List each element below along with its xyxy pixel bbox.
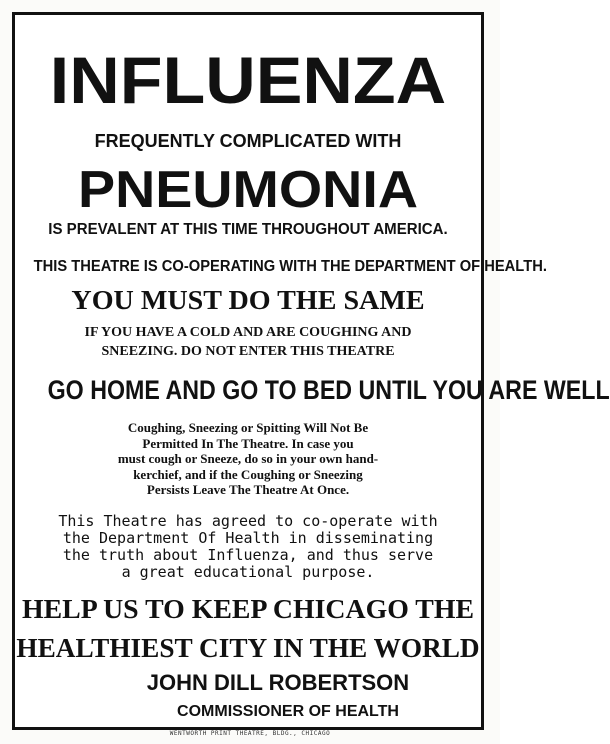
poster bbox=[12, 12, 610, 730]
go-home-line: GO HOME AND GO TO BED UNTIL YOU ARE WELL bbox=[47, 375, 610, 405]
printer-credit: WENTWORTH PRINT THEATRE, BLDG., CHICAGO bbox=[169, 730, 331, 737]
cold-warning-line-2: SNEEZING. DO NOT ENTER THIS THEATRE bbox=[101, 344, 395, 359]
signature-title: COMMISSIONER OF HEALTH bbox=[177, 703, 399, 720]
rules-line: must cough or Sneeze, do so in your own hand- bbox=[117, 451, 379, 466]
agreement-line: the Department Of Health in disseminating bbox=[62, 529, 434, 547]
help-chicago-line-2: HEALTHIEST CITY IN THE WORLD bbox=[16, 633, 480, 663]
help-chicago-line-1: HELP US TO KEEP CHICAGO THE bbox=[21, 594, 475, 624]
theatre-rules-paragraph bbox=[15, 420, 481, 498]
rules-line: Persists Leave The Theatre At Once. bbox=[146, 482, 350, 497]
cold-warning-line-1: IF YOU HAVE A COLD AND ARE COUGHING AND bbox=[84, 325, 412, 340]
agreement-line: This Theatre has agreed to co-operate with bbox=[58, 512, 438, 530]
must-do-same-line: YOU MUST DO THE SAME bbox=[71, 285, 425, 315]
signature-name: JOHN DILL ROBERTSON bbox=[146, 670, 410, 695]
agreement-paragraph bbox=[15, 513, 481, 581]
rules-line: Permitted In The Theatre. In case you bbox=[142, 435, 354, 451]
rules-line: Coughing, Sneezing or Spitting Will Not Be bbox=[127, 420, 369, 435]
agreement-line: a great educational purpose. bbox=[121, 563, 375, 581]
headline-influenza: INFLUENZA bbox=[49, 43, 447, 117]
prevalent-line: IS PREVALENT AT THIS TIME THROUGHOUT AMERICA. bbox=[48, 221, 448, 238]
frequently-complicated-line: FREQUENTLY COMPLICATED WITH bbox=[94, 131, 402, 151]
agreement-line: the truth about Influenza, and thus serve bbox=[62, 546, 434, 564]
cooperating-line: THIS THEATRE IS CO-OPERATING WITH THE DEPARTMENT OF HEALTH. bbox=[33, 258, 547, 275]
rules-line: kerchief, and if the Coughing or Sneezing bbox=[133, 466, 363, 482]
headline-pneumonia: PNEUMONIA bbox=[77, 161, 419, 219]
